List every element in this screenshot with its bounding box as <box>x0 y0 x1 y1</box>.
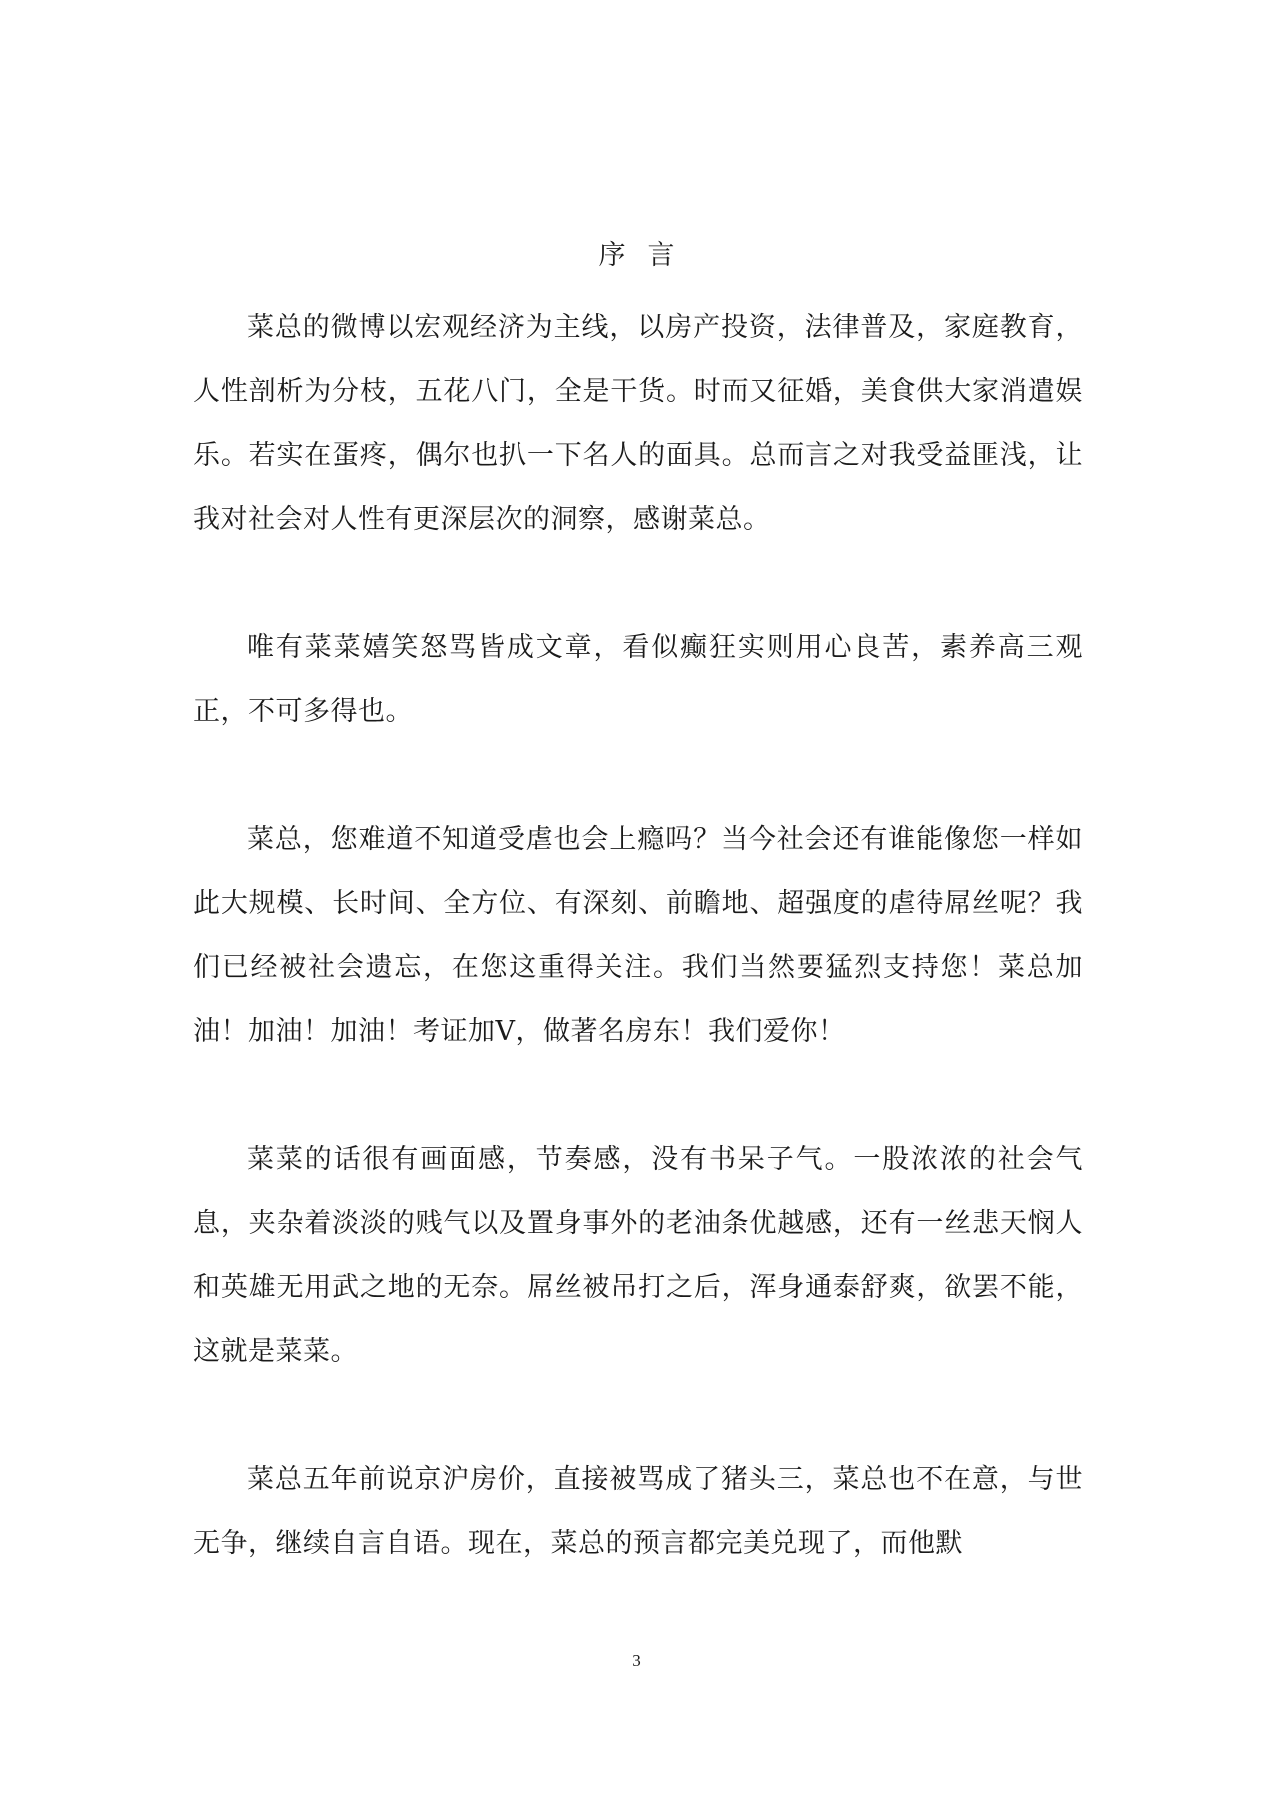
paragraph: 菜总，您难道不知道受虐也会上瘾吗？当今社会还有谁能像您一样如此大规模、长时间、全方位、有深刻、前瞻地、超强度的虐待屌丝呢？我们已经被社会遗忘，在您这重得关注。我们当然要猛烈支持您！菜总加油！加油！加油！考证加V，做著名房东！我们爱你！ <box>193 824 1083 1047</box>
paragraph: 菜总的微博以宏观经济为主线，以房产投资，法律普及，家庭教育，人性剖析为分枝，五花八门，全是干货。时而又征婚，美食供大家消遣娱乐。若实在蛋疼，偶尔也扒一下名人的面具。总而言之对我受益匪浅，让我对社会对人性有更深层次的洞察，感谢菜总。 <box>193 312 1083 535</box>
paragraph: 菜菜的话很有画面感，节奏感，没有书呆子气。一股浓浓的社会气息，夹杂着淡淡的贱气以及置身事外的老油条优越感，还有一丝悲天悯人和英雄无用武之地的无奈。屌丝被吊打之后，浑身通泰舒爽，欲罢不能，这就是菜菜。 <box>193 1144 1083 1367</box>
page-title: 序言 <box>598 240 697 271</box>
paragraph: 菜总五年前说京沪房价，直接被骂成了猪头三，菜总也不在意，与世无争，继续自言自语。现在，菜总的预言都完美兑现了，而他默 <box>193 1464 1083 1559</box>
page-number: 3 <box>632 1651 641 1670</box>
paragraph: 唯有菜菜嬉笑怒骂皆成文章，看似癫狂实则用心良苦，素养高三观正，不可多得也。 <box>193 632 1083 727</box>
document-body <box>193 296 1083 1640</box>
